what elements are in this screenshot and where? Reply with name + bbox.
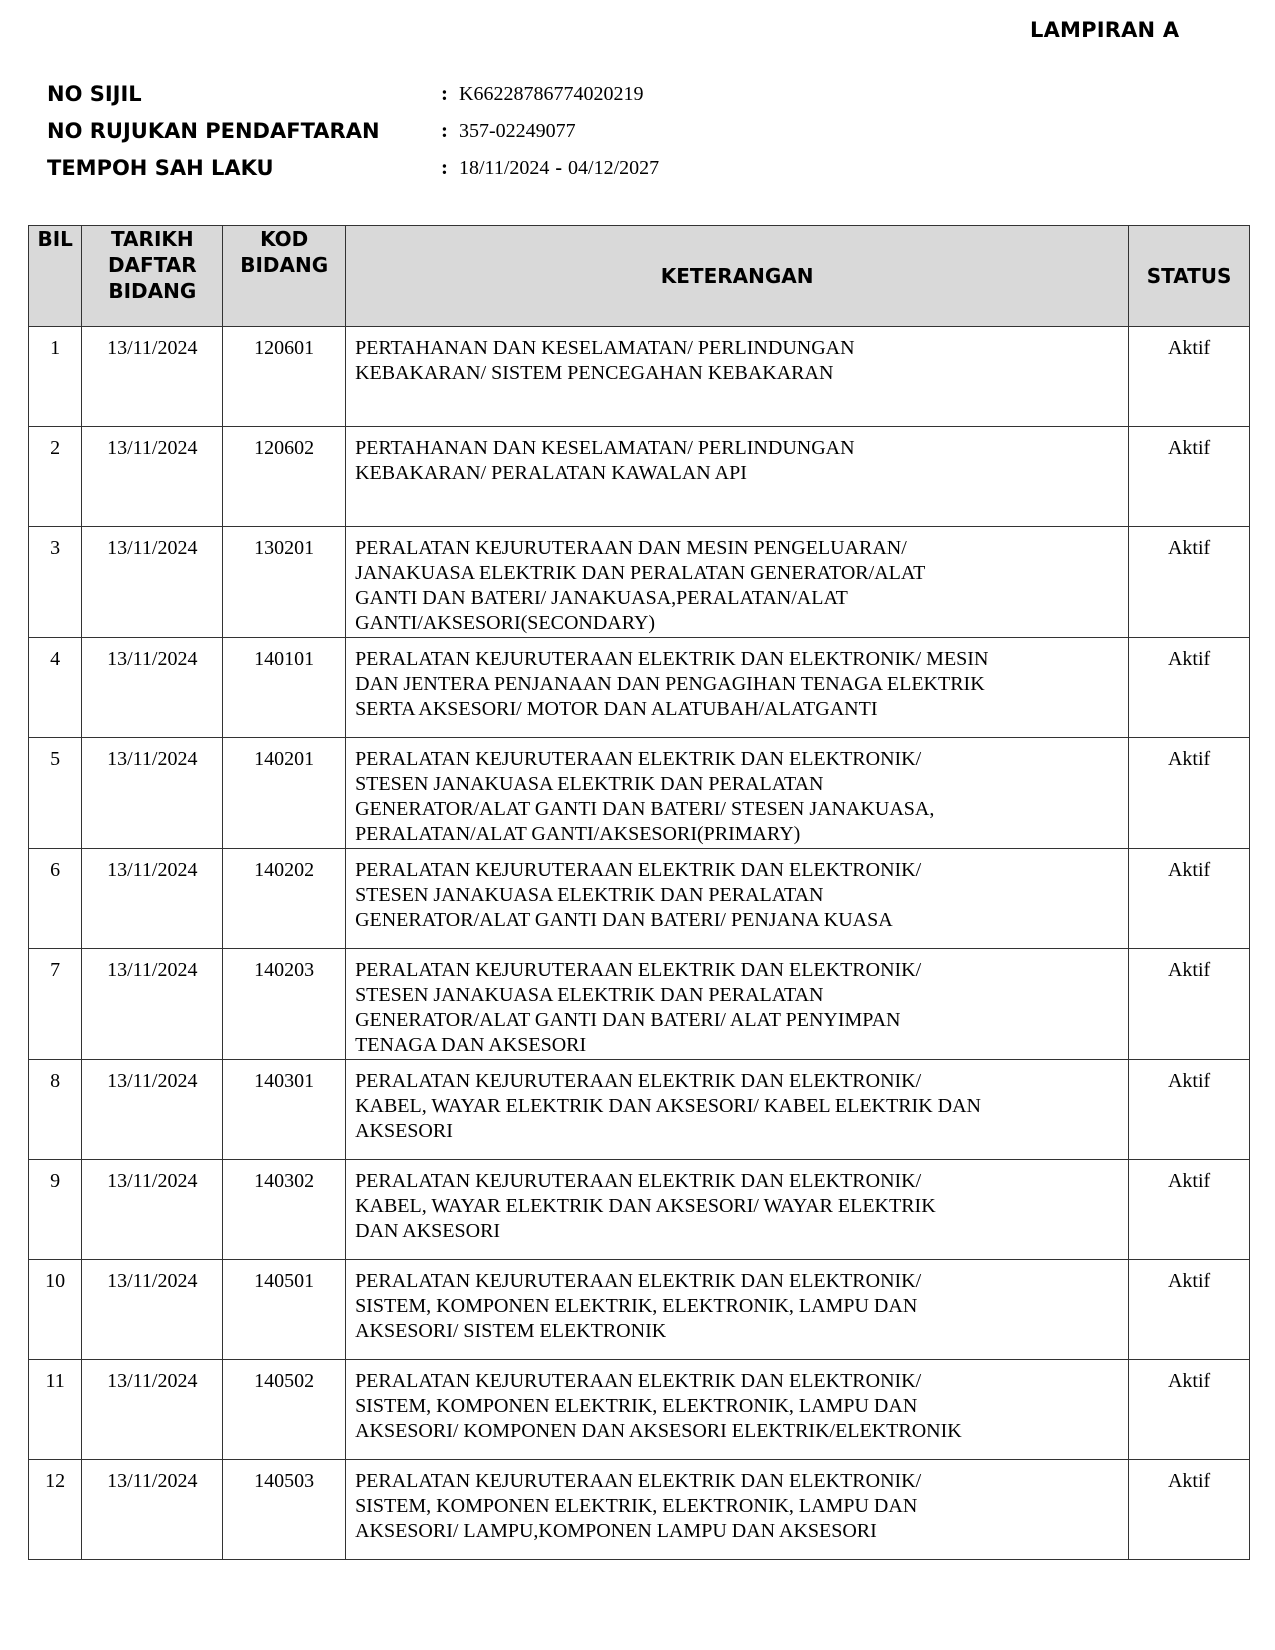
date-separator: - bbox=[555, 157, 563, 179]
table-row bbox=[29, 1260, 1250, 1360]
header-tarikh-line: DAFTAR bbox=[107, 253, 197, 277]
cell-kod: 140302 bbox=[223, 1160, 346, 1260]
cell-tarikh: 13/11/2024 bbox=[82, 427, 223, 527]
keterangan-line: GANTI DAN BATERI/ JANAKUASA,PERALATAN/ALAT bbox=[355, 587, 848, 609]
cell-bil: 6 bbox=[29, 849, 82, 949]
keterangan-line: AKSESORI/ SISTEM ELEKTRONIK bbox=[355, 1320, 667, 1342]
cell-tarikh: 13/11/2024 bbox=[82, 1060, 223, 1160]
cell-bil: 9 bbox=[29, 1160, 82, 1260]
cell-kod: 140201 bbox=[223, 738, 346, 849]
keterangan-line: PERALATAN KEJURUTERAAN ELEKTRIK DAN ELEKTRONIK/ bbox=[355, 859, 922, 881]
cell-keterangan bbox=[346, 427, 1129, 527]
cell-tarikh: 13/11/2024 bbox=[82, 1260, 223, 1360]
keterangan-line: KABEL, WAYAR ELEKTRIK DAN AKSESORI/ WAYAR ELEKTRIK bbox=[355, 1195, 936, 1217]
table-row bbox=[29, 949, 1250, 1060]
table-row bbox=[29, 1060, 1250, 1160]
keterangan-line: PERALATAN/ALAT GANTI/AKSESORI(PRIMARY) bbox=[355, 823, 801, 845]
cell-keterangan bbox=[346, 1460, 1129, 1560]
cell-tarikh: 13/11/2024 bbox=[82, 527, 223, 638]
table-row bbox=[29, 327, 1250, 427]
keterangan-line: JANAKUASA ELEKTRIK DAN PERALATAN GENERATOR/ALAT bbox=[355, 562, 926, 584]
cell-bil: 3 bbox=[29, 527, 82, 638]
cell-bil: 2 bbox=[29, 427, 82, 527]
keterangan-line: KABEL, WAYAR ELEKTRIK DAN AKSESORI/ KABEL ELEKTRIK DAN bbox=[355, 1095, 981, 1117]
header-keterangan: KETERANGAN bbox=[346, 226, 1129, 327]
keterangan-line: AKSESORI bbox=[355, 1120, 453, 1142]
cell-status: Aktif bbox=[1129, 1160, 1250, 1260]
cell-keterangan bbox=[346, 638, 1129, 738]
cell-keterangan bbox=[346, 327, 1129, 427]
cell-kod: 140203 bbox=[223, 949, 346, 1060]
cell-tarikh: 13/11/2024 bbox=[82, 849, 223, 949]
header-kod-line: KOD bbox=[260, 227, 309, 251]
cell-keterangan bbox=[346, 1260, 1129, 1360]
cell-keterangan bbox=[346, 527, 1129, 638]
cell-tarikh: 13/11/2024 bbox=[82, 738, 223, 849]
cell-keterangan bbox=[346, 738, 1129, 849]
header-bil: BIL bbox=[29, 226, 82, 327]
cell-tarikh: 13/11/2024 bbox=[82, 1160, 223, 1260]
cell-kod: 140101 bbox=[223, 638, 346, 738]
cell-tarikh: 13/11/2024 bbox=[82, 327, 223, 427]
table-row bbox=[29, 1160, 1250, 1260]
keterangan-line: PERALATAN KEJURUTERAAN ELEKTRIK DAN ELEKTRONIK/ bbox=[355, 748, 922, 770]
keterangan-line: DAN JENTERA PENJANAAN DAN PENGAGIHAN TENAGA ELEKTRIK bbox=[355, 673, 985, 695]
keterangan-line: PERALATAN KEJURUTERAAN ELEKTRIK DAN ELEKTRONIK/ MESIN bbox=[355, 648, 989, 670]
date-to: 04/12/2027 bbox=[568, 157, 660, 179]
cell-kod: 140503 bbox=[223, 1460, 346, 1560]
cell-bil: 1 bbox=[29, 327, 82, 427]
keterangan-line: TENAGA DAN AKSESORI bbox=[355, 1034, 587, 1056]
keterangan-line: GENERATOR/ALAT GANTI DAN BATERI/ PENJANA KUASA bbox=[355, 909, 893, 931]
keterangan-line: PERTAHANAN DAN KESELAMATAN/ PERLINDUNGAN bbox=[355, 337, 855, 359]
cell-bil: 4 bbox=[29, 638, 82, 738]
info-value: K66228786774020219 bbox=[459, 83, 644, 105]
cell-status: Aktif bbox=[1129, 1260, 1250, 1360]
cell-keterangan bbox=[346, 849, 1129, 949]
keterangan-line: KEBAKARAN/ SISTEM PENCEGAHAN KEBAKARAN bbox=[355, 362, 834, 384]
cell-status: Aktif bbox=[1129, 738, 1250, 849]
cell-kod: 130201 bbox=[223, 527, 346, 638]
keterangan-line: PERALATAN KEJURUTERAAN ELEKTRIK DAN ELEKTRONIK/ bbox=[355, 1270, 922, 1292]
keterangan-line: PERALATAN KEJURUTERAAN ELEKTRIK DAN ELEKTRONIK/ bbox=[355, 1070, 922, 1092]
header-kod bbox=[223, 226, 346, 327]
cell-kod: 120601 bbox=[223, 327, 346, 427]
cell-bil: 10 bbox=[29, 1260, 82, 1360]
lampiran-label: LAMPIRAN A bbox=[1030, 18, 1180, 42]
info-value: 357-02249077 bbox=[459, 120, 576, 142]
keterangan-line: GENERATOR/ALAT GANTI DAN BATERI/ STESEN JANAKUASA, bbox=[355, 798, 935, 820]
cell-kod: 140501 bbox=[223, 1260, 346, 1360]
keterangan-line: SERTA AKSESORI/ MOTOR DAN ALATUBAH/ALATGANTI bbox=[355, 698, 878, 720]
cell-keterangan bbox=[346, 1160, 1129, 1260]
table-row bbox=[29, 638, 1250, 738]
date-from: 18/11/2024 bbox=[459, 157, 550, 179]
cell-status: Aktif bbox=[1129, 327, 1250, 427]
table-header-row bbox=[29, 226, 1250, 327]
header-tarikh-line: TARIKH bbox=[110, 227, 194, 251]
keterangan-line: SISTEM, KOMPONEN ELEKTRIK, ELEKTRONIK, LAMPU DAN bbox=[355, 1395, 918, 1417]
keterangan-line: PERALATAN KEJURUTERAAN ELEKTRIK DAN ELEKTRONIK/ bbox=[355, 1370, 922, 1392]
keterangan-line: PERALATAN KEJURUTERAAN DAN MESIN PENGELUARAN/ bbox=[355, 537, 907, 559]
keterangan-line: SISTEM, KOMPONEN ELEKTRIK, ELEKTRONIK, LAMPU DAN bbox=[355, 1295, 918, 1317]
cell-kod: 140202 bbox=[223, 849, 346, 949]
info-label: NO SIJIL bbox=[47, 82, 142, 106]
info-label: TEMPOH SAH LAKU bbox=[47, 156, 274, 180]
cell-status: Aktif bbox=[1129, 427, 1250, 527]
keterangan-line: GENERATOR/ALAT GANTI DAN BATERI/ ALAT PENYIMPAN bbox=[355, 1009, 901, 1031]
table-row bbox=[29, 527, 1250, 638]
keterangan-line: PERALATAN KEJURUTERAAN ELEKTRIK DAN ELEKTRONIK/ bbox=[355, 959, 922, 981]
cell-bil: 11 bbox=[29, 1360, 82, 1460]
keterangan-line: GANTI/AKSESORI(SECONDARY) bbox=[355, 612, 656, 634]
cell-kod: 140502 bbox=[223, 1360, 346, 1460]
keterangan-line: PERALATAN KEJURUTERAAN ELEKTRIK DAN ELEKTRONIK/ bbox=[355, 1470, 922, 1492]
keterangan-line: STESEN JANAKUASA ELEKTRIK DAN PERALATAN bbox=[355, 773, 824, 795]
info-label: NO RUJUKAN PENDAFTARAN bbox=[47, 119, 380, 143]
table-row bbox=[29, 1360, 1250, 1460]
cell-bil: 12 bbox=[29, 1460, 82, 1560]
header-status: STATUS bbox=[1129, 226, 1250, 327]
cell-status: Aktif bbox=[1129, 849, 1250, 949]
cell-tarikh: 13/11/2024 bbox=[82, 949, 223, 1060]
cell-status: Aktif bbox=[1129, 527, 1250, 638]
cell-keterangan bbox=[346, 949, 1129, 1060]
keterangan-line: PERALATAN KEJURUTERAAN ELEKTRIK DAN ELEKTRONIK/ bbox=[355, 1170, 922, 1192]
info-value-range bbox=[459, 157, 659, 180]
cell-tarikh: 13/11/2024 bbox=[82, 1460, 223, 1560]
keterangan-line: STESEN JANAKUASA ELEKTRIK DAN PERALATAN bbox=[355, 984, 824, 1006]
table-row bbox=[29, 738, 1250, 849]
keterangan-line: KEBAKARAN/ PERALATAN KAWALAN API bbox=[355, 462, 747, 484]
info-colon: : bbox=[441, 155, 448, 179]
header-tarikh-line: BIDANG bbox=[108, 279, 197, 303]
bidang-table bbox=[28, 225, 1250, 1560]
cell-status: Aktif bbox=[1129, 949, 1250, 1060]
keterangan-line: PERTAHANAN DAN KESELAMATAN/ PERLINDUNGAN bbox=[355, 437, 855, 459]
cell-status: Aktif bbox=[1129, 1060, 1250, 1160]
cell-bil: 8 bbox=[29, 1060, 82, 1160]
keterangan-line: SISTEM, KOMPONEN ELEKTRIK, ELEKTRONIK, LAMPU DAN bbox=[355, 1495, 918, 1517]
header-kod-line: BIDANG bbox=[240, 253, 329, 277]
info-colon: : bbox=[441, 81, 448, 105]
cell-status: Aktif bbox=[1129, 1360, 1250, 1460]
cell-status: Aktif bbox=[1129, 638, 1250, 738]
info-colon: : bbox=[441, 118, 448, 142]
keterangan-line: AKSESORI/ KOMPONEN DAN AKSESORI ELEKTRIK/ELEKTRONIK bbox=[355, 1420, 962, 1442]
cell-tarikh: 13/11/2024 bbox=[82, 1360, 223, 1460]
table-row bbox=[29, 1460, 1250, 1560]
cell-keterangan bbox=[346, 1360, 1129, 1460]
table-row bbox=[29, 849, 1250, 949]
cell-bil: 5 bbox=[29, 738, 82, 849]
table-row bbox=[29, 427, 1250, 527]
cell-kod: 120602 bbox=[223, 427, 346, 527]
keterangan-line: DAN AKSESORI bbox=[355, 1220, 501, 1242]
header-tarikh bbox=[82, 226, 223, 327]
cell-kod: 140301 bbox=[223, 1060, 346, 1160]
cell-bil: 7 bbox=[29, 949, 82, 1060]
cell-keterangan bbox=[346, 1060, 1129, 1160]
cell-status: Aktif bbox=[1129, 1460, 1250, 1560]
keterangan-line: AKSESORI/ LAMPU,KOMPONEN LAMPU DAN AKSESORI bbox=[355, 1520, 877, 1542]
keterangan-line: STESEN JANAKUASA ELEKTRIK DAN PERALATAN bbox=[355, 884, 824, 906]
cell-tarikh: 13/11/2024 bbox=[82, 638, 223, 738]
